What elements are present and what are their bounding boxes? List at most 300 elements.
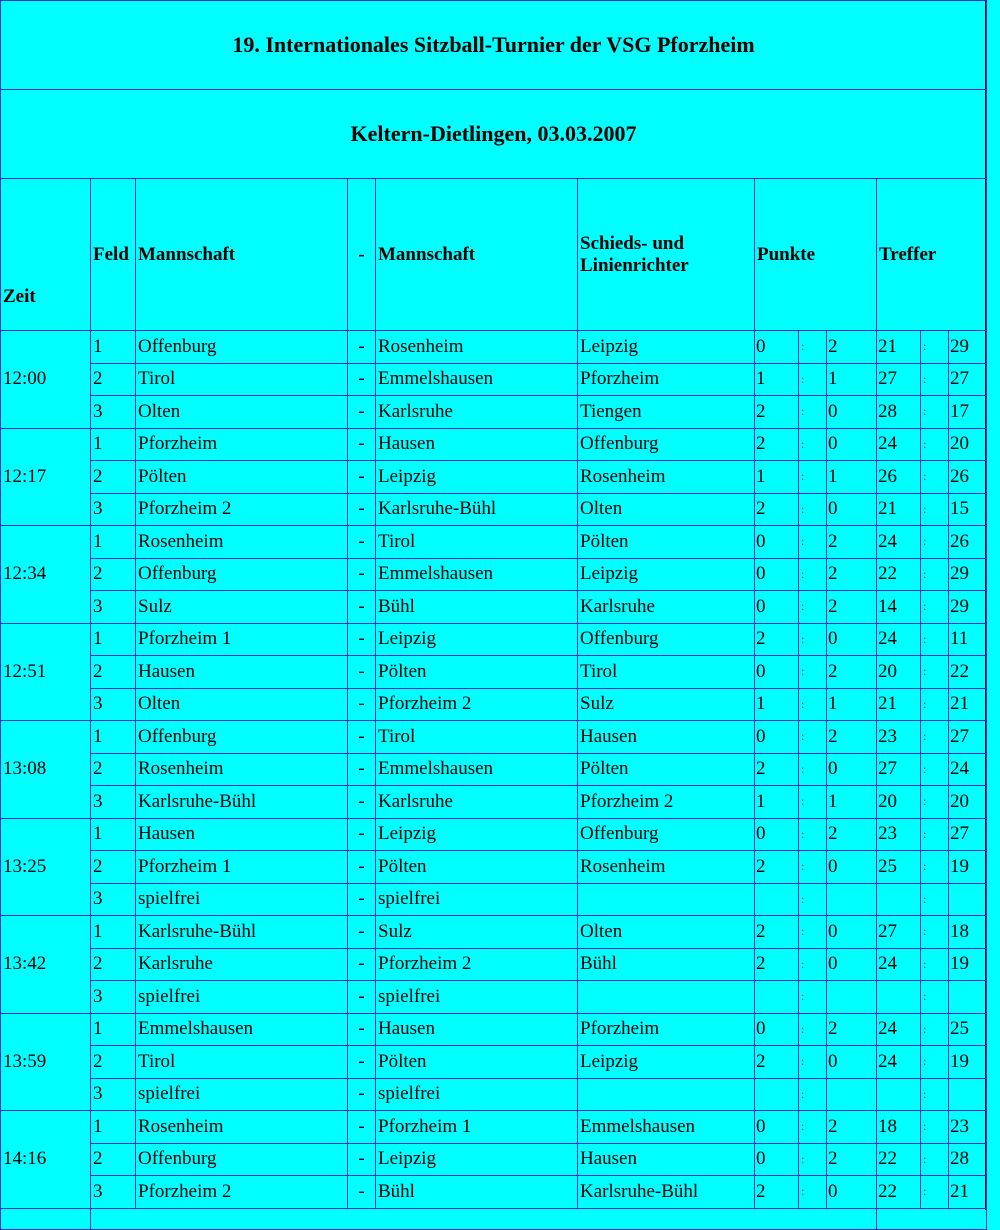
game-hits-2: 15	[949, 493, 987, 526]
game-hits-2: 29	[949, 591, 987, 624]
game-team-1: Rosenheim	[136, 753, 348, 786]
game-separator: -	[348, 753, 376, 786]
game-hits-colon: :	[921, 558, 949, 591]
game-hits-2: 27	[949, 818, 987, 851]
game-referee: Hausen	[578, 721, 755, 754]
game-hits-colon: :	[921, 1143, 949, 1176]
game-separator: -	[348, 591, 376, 624]
game-points-1	[755, 883, 799, 916]
game-separator: -	[348, 331, 376, 364]
col-header-dash: -	[348, 179, 376, 331]
game-hits-colon: :	[921, 591, 949, 624]
game-feld: 1	[91, 526, 136, 559]
round-time: 13:25	[1, 818, 91, 916]
game-hits-colon: :	[921, 493, 949, 526]
game-separator: -	[348, 948, 376, 981]
table-row	[1, 818, 987, 851]
table-row	[1, 1176, 987, 1209]
game-points-1: 0	[755, 656, 799, 689]
game-points-2: 0	[827, 396, 877, 429]
game-hits-1: 23	[877, 818, 921, 851]
game-points-1: 2	[755, 493, 799, 526]
game-team-1: Pölten	[136, 461, 348, 494]
game-hits-2: 11	[949, 623, 987, 656]
game-team-1: Hausen	[136, 818, 348, 851]
game-hits-1	[877, 883, 921, 916]
game-referee: Tirol	[578, 656, 755, 689]
game-hits-colon: :	[921, 753, 949, 786]
game-team-1: Rosenheim	[136, 526, 348, 559]
game-hits-colon: :	[921, 396, 949, 429]
game-referee: Rosenheim	[578, 461, 755, 494]
game-points-1: 2	[755, 1046, 799, 1079]
game-referee: Olten	[578, 916, 755, 949]
game-points-colon: :	[799, 656, 827, 689]
game-feld: 2	[91, 948, 136, 981]
table-row	[1, 948, 987, 981]
game-hits-1: 20	[877, 786, 921, 819]
game-hits-2: 27	[949, 363, 987, 396]
game-hits-2: 24	[949, 753, 987, 786]
game-points-colon: :	[799, 526, 827, 559]
game-team-1: Hausen	[136, 656, 348, 689]
game-referee: Rosenheim	[578, 851, 755, 884]
table-row	[1, 1078, 987, 1111]
game-team-1: spielfrei	[136, 981, 348, 1014]
game-referee: Leipzig	[578, 1046, 755, 1079]
game-hits-2: 29	[949, 331, 987, 364]
game-points-2: 0	[827, 753, 877, 786]
game-hits-colon: :	[921, 948, 949, 981]
table-row	[1, 753, 987, 786]
game-points-colon: :	[799, 1111, 827, 1144]
game-separator: -	[348, 363, 376, 396]
table-row	[1, 331, 987, 364]
game-team-1: Pforzheim	[136, 428, 348, 461]
game-team-1: Tirol	[136, 363, 348, 396]
game-feld: 3	[91, 591, 136, 624]
page-subtitle: Keltern-Dietlingen, 03.03.2007	[1, 90, 987, 179]
game-referee	[578, 883, 755, 916]
game-hits-1: 27	[877, 916, 921, 949]
game-referee: Pforzheim	[578, 363, 755, 396]
game-points-1: 2	[755, 916, 799, 949]
game-feld: 3	[91, 688, 136, 721]
col-header-mannschaft-1: Mannschaft	[136, 179, 348, 331]
game-points-colon: :	[799, 851, 827, 884]
game-points-2: 0	[827, 623, 877, 656]
game-team-2: Karlsruhe-Bühl	[376, 493, 578, 526]
game-hits-1: 26	[877, 461, 921, 494]
game-referee: Offenburg	[578, 623, 755, 656]
game-points-colon: :	[799, 461, 827, 494]
game-feld: 3	[91, 493, 136, 526]
game-hits-2: 25	[949, 1013, 987, 1046]
game-points-1	[755, 1078, 799, 1111]
table-row	[1, 623, 987, 656]
game-team-2: Pforzheim 1	[376, 1111, 578, 1144]
game-points-1: 0	[755, 818, 799, 851]
table-row	[1, 428, 987, 461]
game-team-2: Tirol	[376, 526, 578, 559]
game-hits-colon: :	[921, 688, 949, 721]
game-points-1: 0	[755, 591, 799, 624]
game-separator: -	[348, 558, 376, 591]
game-hits-1: 24	[877, 428, 921, 461]
game-team-2: Leipzig	[376, 1143, 578, 1176]
game-hits-1: 21	[877, 493, 921, 526]
game-points-colon: :	[799, 688, 827, 721]
tail-cell	[1, 1208, 91, 1229]
game-separator: -	[348, 818, 376, 851]
table-row	[1, 1013, 987, 1046]
game-points-2: 2	[827, 1013, 877, 1046]
game-team-2: spielfrei	[376, 883, 578, 916]
game-points-colon: :	[799, 396, 827, 429]
col-header-feld: Feld	[91, 179, 136, 331]
game-team-2: spielfrei	[376, 1078, 578, 1111]
game-hits-1: 22	[877, 1143, 921, 1176]
game-points-2: 1	[827, 461, 877, 494]
game-points-colon: :	[799, 1046, 827, 1079]
game-hits-1: 24	[877, 948, 921, 981]
game-hits-colon: :	[921, 656, 949, 689]
game-feld: 2	[91, 363, 136, 396]
game-hits-1: 25	[877, 851, 921, 884]
game-separator: -	[348, 981, 376, 1014]
game-referee: Tiengen	[578, 396, 755, 429]
col-header-referee-line2: Linienrichter	[580, 254, 689, 276]
game-referee: Pölten	[578, 526, 755, 559]
game-team-1: Sulz	[136, 591, 348, 624]
game-feld: 3	[91, 1176, 136, 1209]
game-feld: 2	[91, 1046, 136, 1079]
game-points-2: 2	[827, 526, 877, 559]
game-team-2: Bühl	[376, 591, 578, 624]
game-hits-2: 20	[949, 428, 987, 461]
game-hits-2: 20	[949, 786, 987, 819]
game-points-1: 2	[755, 623, 799, 656]
game-feld: 2	[91, 461, 136, 494]
game-hits-2	[949, 981, 987, 1014]
game-hits-1: 14	[877, 591, 921, 624]
game-separator: -	[348, 461, 376, 494]
table-row	[1, 916, 987, 949]
game-team-1: Pforzheim 2	[136, 493, 348, 526]
game-hits-colon: :	[921, 428, 949, 461]
game-team-2: Tirol	[376, 721, 578, 754]
game-hits-2: 23	[949, 1111, 987, 1144]
round-time: 12:17	[1, 428, 91, 526]
game-hits-1	[877, 1078, 921, 1111]
game-hits-2: 26	[949, 461, 987, 494]
game-points-2: 2	[827, 656, 877, 689]
game-points-1: 2	[755, 753, 799, 786]
game-hits-1: 24	[877, 526, 921, 559]
game-points-1: 0	[755, 558, 799, 591]
game-team-1: spielfrei	[136, 1078, 348, 1111]
tail-cell	[877, 1208, 987, 1229]
col-header-referee	[578, 179, 755, 331]
table-row	[1, 883, 987, 916]
game-points-colon: :	[799, 331, 827, 364]
game-feld: 3	[91, 883, 136, 916]
game-referee: Sulz	[578, 688, 755, 721]
round-time: 14:16	[1, 1111, 91, 1209]
game-points-2: 1	[827, 688, 877, 721]
table-row	[1, 851, 987, 884]
game-hits-1: 21	[877, 331, 921, 364]
game-team-1: Offenburg	[136, 1143, 348, 1176]
game-team-2: Karlsruhe	[376, 786, 578, 819]
game-feld: 1	[91, 1013, 136, 1046]
game-hits-1: 20	[877, 656, 921, 689]
game-referee: Karlsruhe-Bühl	[578, 1176, 755, 1209]
game-hits-colon: :	[921, 1013, 949, 1046]
game-team-1: Pforzheim 1	[136, 851, 348, 884]
game-points-2	[827, 883, 877, 916]
game-team-2: Leipzig	[376, 623, 578, 656]
game-points-1: 2	[755, 851, 799, 884]
game-hits-colon: :	[921, 623, 949, 656]
round-time: 13:59	[1, 1013, 91, 1111]
game-hits-2: 22	[949, 656, 987, 689]
game-hits-colon: :	[921, 461, 949, 494]
game-points-colon: :	[799, 1143, 827, 1176]
page-title: 19. Internationales Sitzball-Turnier der VSG Pforzheim	[1, 1, 987, 90]
table-tail-row	[1, 1208, 987, 1229]
game-team-1: Rosenheim	[136, 1111, 348, 1144]
game-separator: -	[348, 1078, 376, 1111]
game-feld: 3	[91, 1078, 136, 1111]
game-hits-2	[949, 1078, 987, 1111]
table-row	[1, 1143, 987, 1176]
game-team-1: Offenburg	[136, 721, 348, 754]
game-points-colon: :	[799, 786, 827, 819]
game-team-2: Emmelshausen	[376, 363, 578, 396]
game-separator: -	[348, 916, 376, 949]
game-points-colon: :	[799, 428, 827, 461]
round-time: 13:08	[1, 721, 91, 819]
table-row	[1, 1046, 987, 1079]
game-feld: 2	[91, 656, 136, 689]
game-feld: 1	[91, 818, 136, 851]
game-points-1: 2	[755, 428, 799, 461]
game-team-2: Rosenheim	[376, 331, 578, 364]
game-points-1: 0	[755, 1013, 799, 1046]
game-separator: -	[348, 1176, 376, 1209]
game-referee: Offenburg	[578, 428, 755, 461]
game-points-colon: :	[799, 753, 827, 786]
game-hits-2: 17	[949, 396, 987, 429]
table-row	[1, 558, 987, 591]
game-team-2: Pölten	[376, 851, 578, 884]
game-hits-2: 29	[949, 558, 987, 591]
game-separator: -	[348, 1143, 376, 1176]
game-hits-1: 24	[877, 1046, 921, 1079]
game-separator: -	[348, 883, 376, 916]
game-referee: Olten	[578, 493, 755, 526]
game-referee: Pforzheim 2	[578, 786, 755, 819]
table-row	[1, 688, 987, 721]
game-points-colon: :	[799, 1176, 827, 1209]
game-team-1: Olten	[136, 688, 348, 721]
game-points-2: 0	[827, 1046, 877, 1079]
game-feld: 2	[91, 1143, 136, 1176]
tail-cell	[91, 1208, 877, 1229]
game-points-2: 2	[827, 1143, 877, 1176]
game-hits-2: 28	[949, 1143, 987, 1176]
game-feld: 2	[91, 851, 136, 884]
game-hits-2: 19	[949, 851, 987, 884]
game-points-2: 1	[827, 786, 877, 819]
game-points-colon: :	[799, 363, 827, 396]
round-time: 12:00	[1, 331, 91, 429]
game-points-colon: :	[799, 623, 827, 656]
game-referee: Hausen	[578, 1143, 755, 1176]
game-feld: 1	[91, 721, 136, 754]
game-team-1: Emmelshausen	[136, 1013, 348, 1046]
game-referee: Leipzig	[578, 558, 755, 591]
game-points-2: 0	[827, 493, 877, 526]
game-referee: Pforzheim	[578, 1013, 755, 1046]
game-hits-2: 19	[949, 1046, 987, 1079]
table-row	[1, 396, 987, 429]
game-hits-colon: :	[921, 818, 949, 851]
game-hits-1	[877, 981, 921, 1014]
game-hits-colon: :	[921, 526, 949, 559]
game-referee: Pölten	[578, 753, 755, 786]
game-separator: -	[348, 656, 376, 689]
game-team-1: Olten	[136, 396, 348, 429]
game-team-2: Bühl	[376, 1176, 578, 1209]
game-hits-2: 26	[949, 526, 987, 559]
col-header-zeit: Zeit	[1, 179, 91, 331]
game-team-2: Hausen	[376, 1013, 578, 1046]
game-team-1: Pforzheim 1	[136, 623, 348, 656]
game-separator: -	[348, 688, 376, 721]
game-separator: -	[348, 1111, 376, 1144]
game-hits-2: 18	[949, 916, 987, 949]
game-points-colon: :	[799, 591, 827, 624]
game-points-2: 2	[827, 591, 877, 624]
game-hits-colon: :	[921, 851, 949, 884]
table-row	[1, 1111, 987, 1144]
game-points-colon: :	[799, 981, 827, 1014]
game-points-2: 2	[827, 818, 877, 851]
game-hits-colon: :	[921, 981, 949, 1014]
game-points-1: 0	[755, 721, 799, 754]
game-points-colon: :	[799, 916, 827, 949]
game-referee: Emmelshausen	[578, 1111, 755, 1144]
col-header-mannschaft-2: Mannschaft	[376, 179, 578, 331]
game-hits-1: 24	[877, 623, 921, 656]
game-hits-colon: :	[921, 1111, 949, 1144]
game-hits-1: 28	[877, 396, 921, 429]
round-time: 12:51	[1, 623, 91, 721]
table-row	[1, 656, 987, 689]
game-separator: -	[348, 786, 376, 819]
game-hits-1: 24	[877, 1013, 921, 1046]
game-points-1	[755, 981, 799, 1014]
game-points-1: 1	[755, 461, 799, 494]
game-points-1: 2	[755, 1176, 799, 1209]
game-points-colon: :	[799, 1013, 827, 1046]
game-points-2: 0	[827, 916, 877, 949]
game-team-2: Karlsruhe	[376, 396, 578, 429]
game-points-2: 2	[827, 558, 877, 591]
game-points-1: 0	[755, 526, 799, 559]
game-hits-1: 27	[877, 363, 921, 396]
game-feld: 2	[91, 558, 136, 591]
game-feld: 2	[91, 753, 136, 786]
game-hits-1: 18	[877, 1111, 921, 1144]
game-hits-1: 23	[877, 721, 921, 754]
game-hits-colon: :	[921, 786, 949, 819]
game-points-2: 0	[827, 428, 877, 461]
table-row	[1, 363, 987, 396]
game-team-2: Pforzheim 2	[376, 948, 578, 981]
game-team-2: spielfrei	[376, 981, 578, 1014]
col-header-treffer: Treffer	[877, 179, 987, 331]
game-points-2	[827, 1078, 877, 1111]
game-referee: Karlsruhe	[578, 591, 755, 624]
game-team-2: Emmelshausen	[376, 558, 578, 591]
game-hits-1: 21	[877, 688, 921, 721]
table-row	[1, 591, 987, 624]
game-points-colon: :	[799, 883, 827, 916]
col-header-referee-line1: Schieds- und	[580, 232, 685, 254]
table-row	[1, 493, 987, 526]
game-points-2: 2	[827, 331, 877, 364]
game-team-2: Pforzheim 2	[376, 688, 578, 721]
game-team-1: Karlsruhe-Bühl	[136, 916, 348, 949]
game-separator: -	[348, 623, 376, 656]
game-separator: -	[348, 493, 376, 526]
game-points-colon: :	[799, 493, 827, 526]
game-points-2: 2	[827, 721, 877, 754]
game-feld: 1	[91, 916, 136, 949]
table-row	[1, 461, 987, 494]
game-points-1: 1	[755, 363, 799, 396]
game-hits-colon: :	[921, 1046, 949, 1079]
game-team-1: Tirol	[136, 1046, 348, 1079]
game-team-2: Sulz	[376, 916, 578, 949]
game-hits-colon: :	[921, 1078, 949, 1111]
game-separator: -	[348, 1046, 376, 1079]
game-team-2: Emmelshausen	[376, 753, 578, 786]
game-team-2: Leipzig	[376, 818, 578, 851]
game-hits-2: 21	[949, 1176, 987, 1209]
game-referee	[578, 981, 755, 1014]
game-points-2: 0	[827, 948, 877, 981]
game-team-2: Leipzig	[376, 461, 578, 494]
game-points-1: 0	[755, 1143, 799, 1176]
round-time: 13:42	[1, 916, 91, 1014]
game-separator: -	[348, 428, 376, 461]
game-hits-1: 27	[877, 753, 921, 786]
game-points-2: 0	[827, 1176, 877, 1209]
game-feld: 3	[91, 981, 136, 1014]
game-team-1: spielfrei	[136, 883, 348, 916]
game-referee: Offenburg	[578, 818, 755, 851]
game-hits-2: 19	[949, 948, 987, 981]
game-points-colon: :	[799, 721, 827, 754]
game-points-1: 0	[755, 1111, 799, 1144]
game-points-1: 2	[755, 948, 799, 981]
game-team-1: Karlsruhe-Bühl	[136, 786, 348, 819]
game-hits-2: 27	[949, 721, 987, 754]
